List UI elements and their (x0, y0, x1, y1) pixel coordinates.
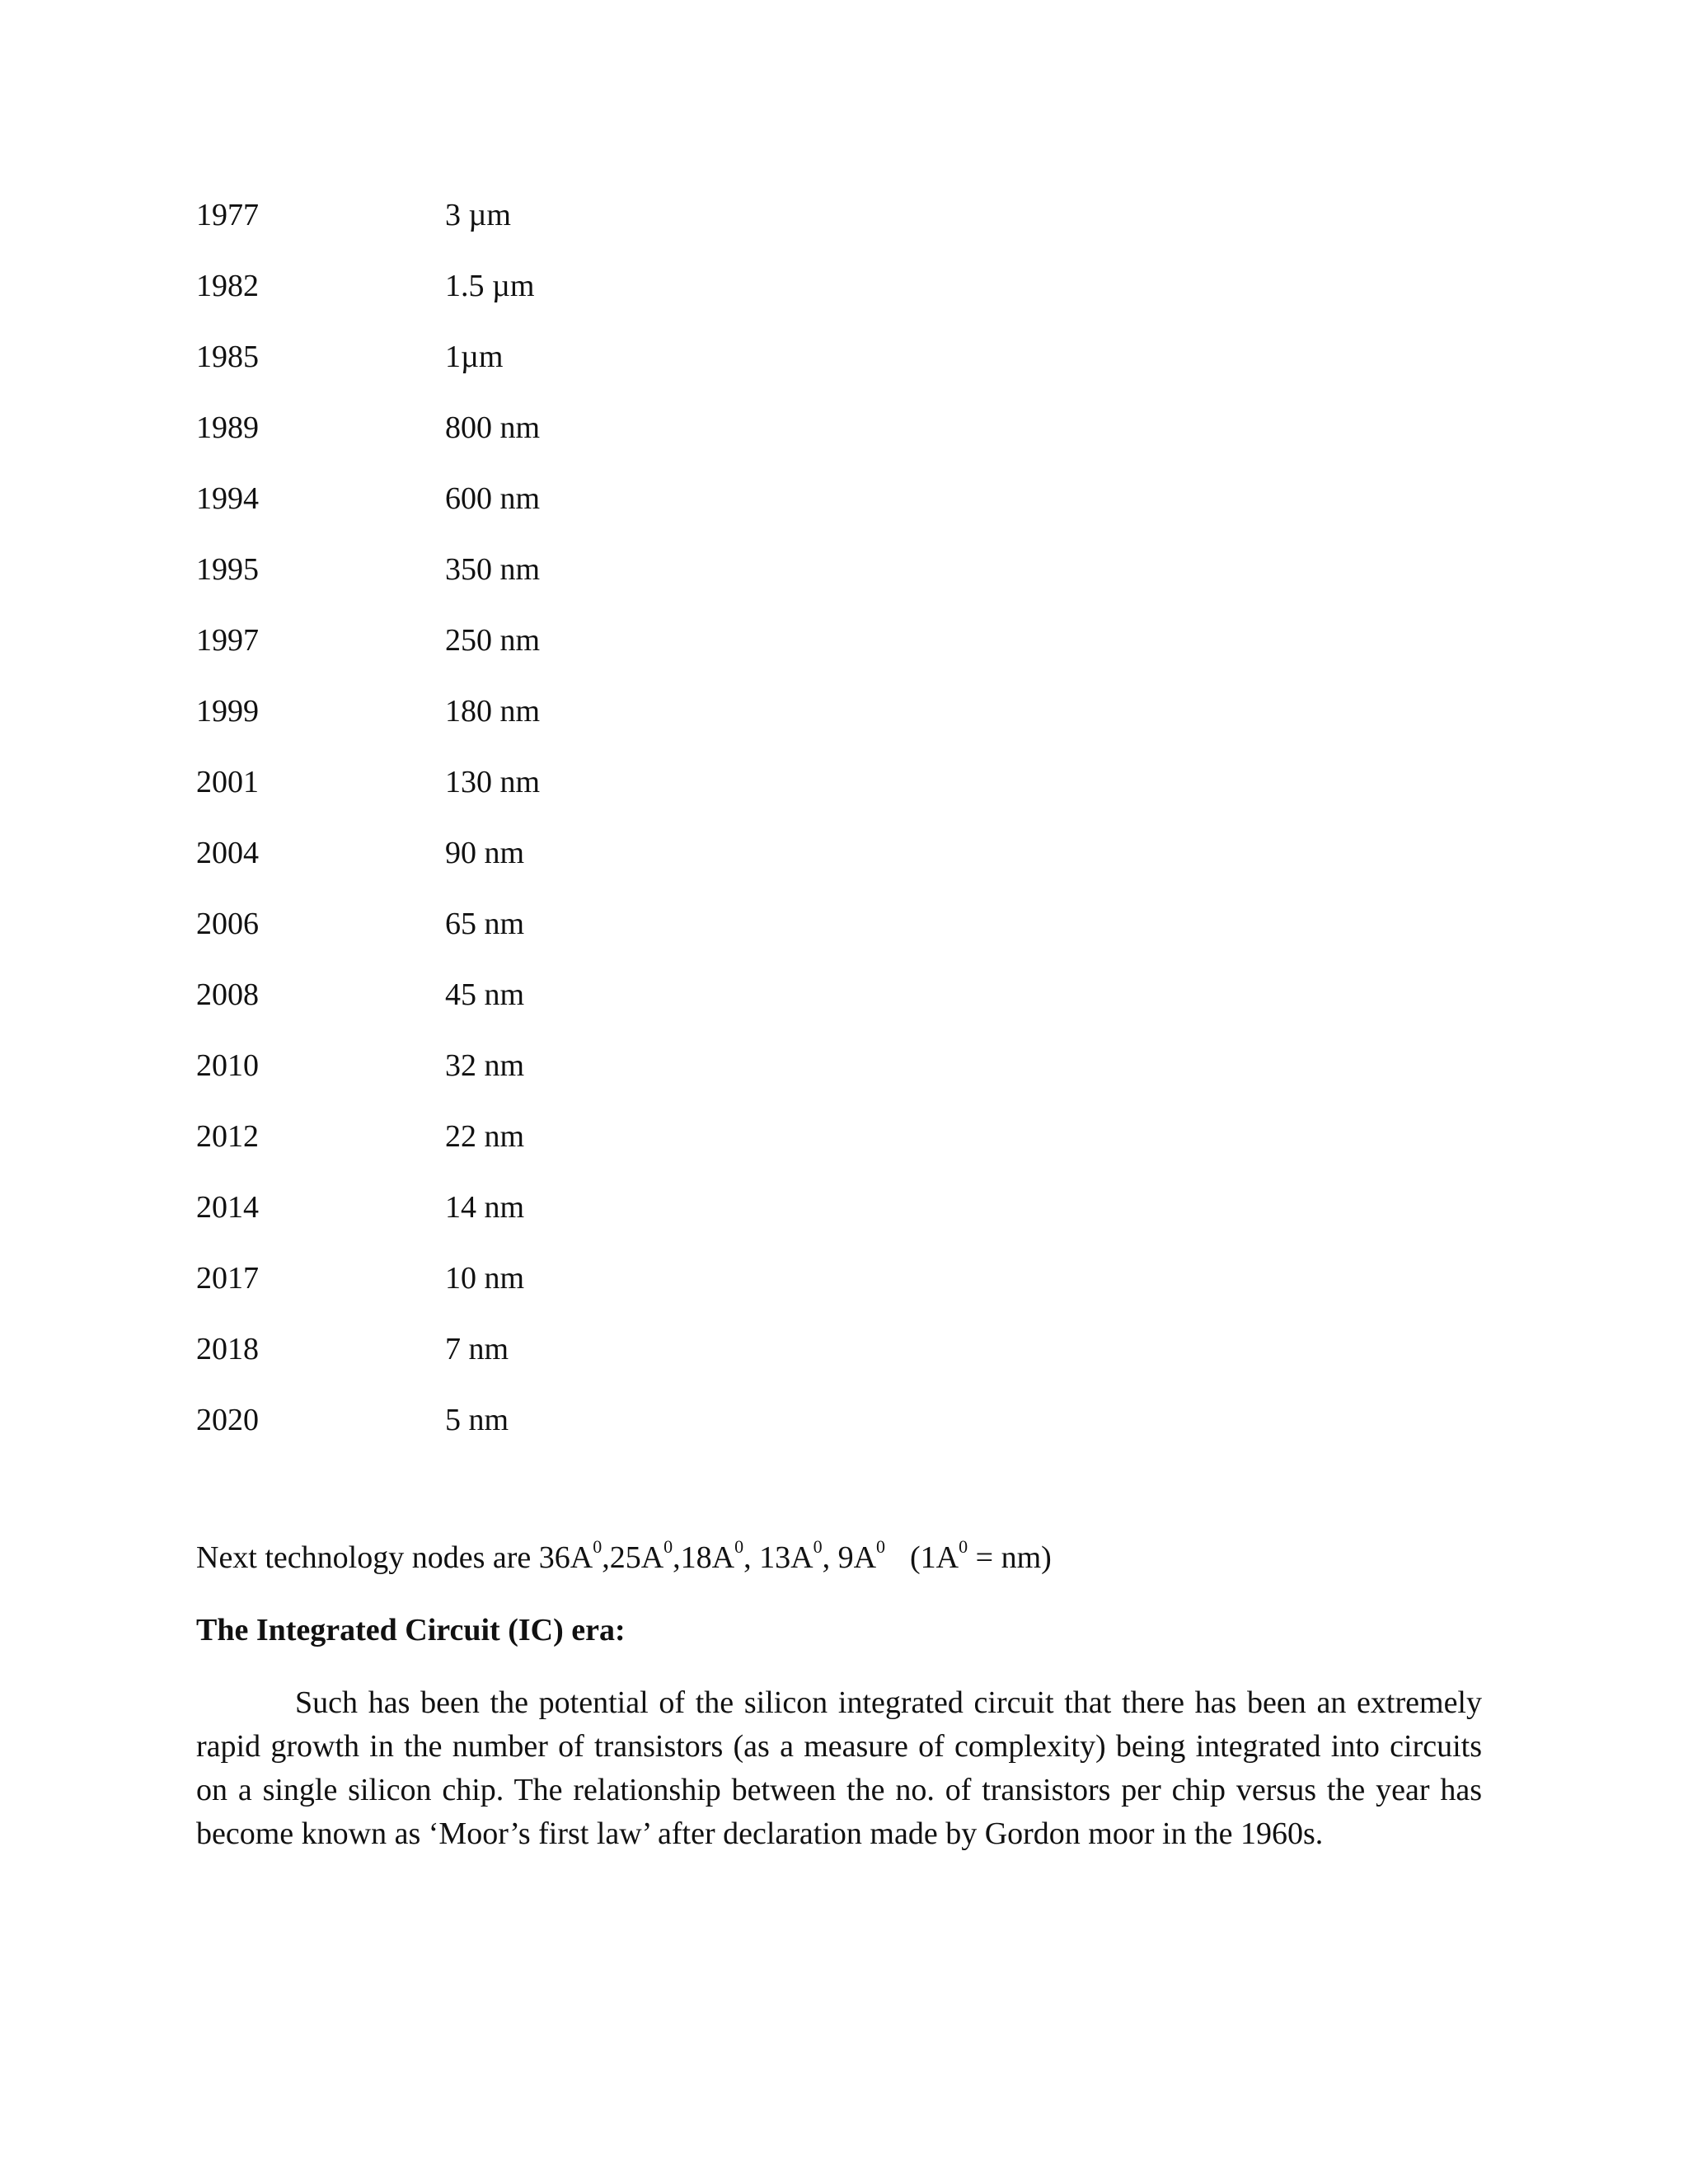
node-year: 2014 (196, 1190, 259, 1225)
node-row (196, 762, 773, 833)
node-row (196, 621, 773, 691)
superscript: 0 (876, 1536, 886, 1557)
node-year: 1997 (196, 623, 259, 658)
superscript: 0 (813, 1536, 823, 1557)
node-year: 1995 (196, 552, 259, 587)
node-size: 65 nm (445, 907, 525, 941)
node-size: 180 nm (445, 694, 541, 729)
separator: , (743, 1540, 760, 1575)
node-value: 25A (609, 1540, 664, 1575)
node-row (196, 479, 773, 550)
node-year: 1994 (196, 481, 259, 516)
node-size: 800 nm (445, 410, 541, 445)
node-year: 1999 (196, 694, 259, 729)
node-row (196, 195, 773, 266)
node-size: 22 nm (445, 1119, 525, 1154)
node-size: 90 nm (445, 836, 525, 870)
node-year: 2004 (196, 836, 259, 870)
node-year: 2010 (196, 1048, 259, 1083)
separator: , (822, 1540, 838, 1575)
node-row (196, 266, 773, 337)
node-size: 5 nm (445, 1403, 509, 1437)
node-year: 2006 (196, 907, 259, 941)
node-value: 36A (538, 1540, 593, 1575)
node-row (196, 1117, 773, 1188)
node-row (196, 1258, 773, 1329)
node-row (196, 1329, 773, 1400)
separator: , (673, 1540, 681, 1575)
superscript: 0 (593, 1536, 603, 1557)
node-size: 3 µm (445, 198, 511, 232)
node-size: 130 nm (445, 765, 541, 799)
next-nodes-prefix: Next technology nodes are (196, 1540, 539, 1575)
node-value: 9A (837, 1540, 877, 1575)
node-year: 2018 (196, 1332, 259, 1366)
node-row (196, 1046, 773, 1117)
node-value: 13A (759, 1540, 814, 1575)
node-year: 2001 (196, 765, 259, 799)
node-size: 7 nm (445, 1332, 509, 1366)
superscript: 0 (959, 1536, 968, 1557)
node-year: 2020 (196, 1403, 259, 1437)
node-row (196, 904, 773, 975)
node-row (196, 975, 773, 1046)
technology-node-list (196, 195, 773, 1471)
node-size: 45 nm (445, 977, 525, 1012)
node-year: 2008 (196, 977, 259, 1012)
node-size: 600 nm (445, 481, 541, 516)
node-year: 1977 (196, 198, 259, 232)
node-row (196, 1188, 773, 1258)
node-size: 14 nm (445, 1190, 525, 1225)
node-year: 1982 (196, 269, 259, 303)
node-size: 10 nm (445, 1261, 525, 1296)
node-size: 350 nm (445, 552, 541, 587)
next-technology-nodes-line (196, 1536, 1052, 1579)
node-year: 2017 (196, 1261, 259, 1296)
node-size: 32 nm (445, 1048, 525, 1083)
node-size: 1µm (445, 340, 504, 374)
node-row (196, 691, 773, 762)
unit-note-open: (1A (910, 1540, 959, 1575)
separator: , (602, 1540, 610, 1575)
body-paragraph: Such has been the potential of the silicon integrated circuit that there has been an extremely rapid growth in the number of transistors (as a measure of complexity) being integrated into circuits on a single silicon chip. The relationship between the no. of transistors per chip versus the year has become known as ‘Moor’s first law’ after declaration made by Gordon moor in the 1960s. (196, 1685, 1482, 1851)
node-row (196, 408, 773, 479)
superscript: 0 (734, 1536, 744, 1557)
unit-note-close: = nm) (968, 1540, 1052, 1575)
node-value: 18A (680, 1540, 735, 1575)
superscript: 0 (663, 1536, 673, 1557)
node-size: 250 nm (445, 623, 541, 658)
node-row (196, 833, 773, 904)
node-size: 1.5 µm (445, 269, 535, 303)
node-row (196, 550, 773, 621)
node-row (196, 1400, 773, 1471)
node-row (196, 337, 773, 408)
node-year: 1985 (196, 340, 259, 374)
section-heading: The Integrated Circuit (IC) era: (196, 1613, 626, 1647)
node-year: 1989 (196, 410, 259, 445)
node-year: 2012 (196, 1119, 259, 1154)
